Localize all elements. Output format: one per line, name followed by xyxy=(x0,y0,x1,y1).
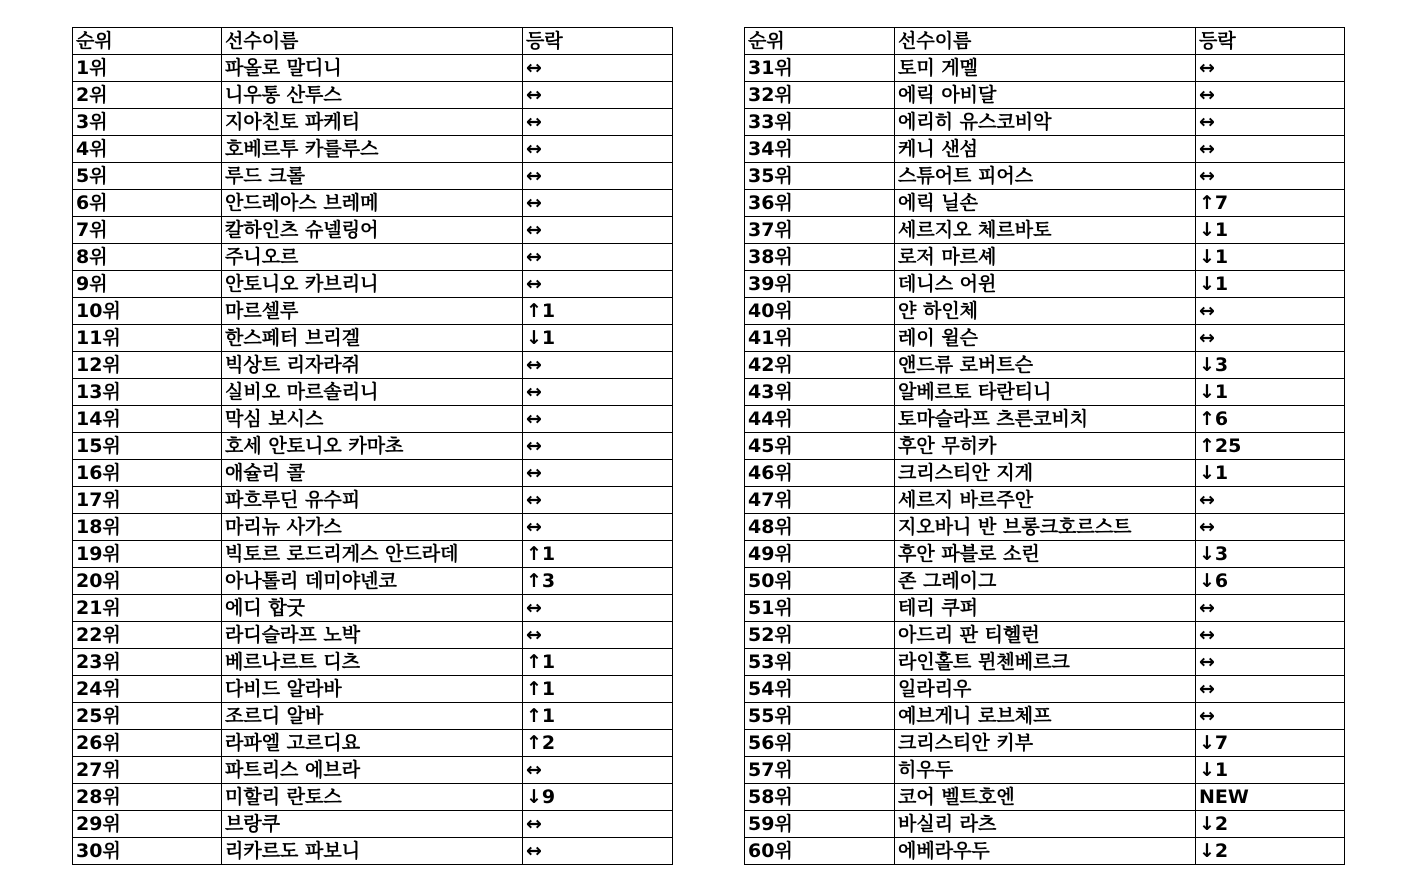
table-row xyxy=(73,514,673,541)
player-name-cell: 브랑쿠 xyxy=(222,811,523,838)
player-name-cell: 안토니오 카브리니 xyxy=(222,271,523,298)
player-name-cell: 에디 합굿 xyxy=(222,595,523,622)
table-row xyxy=(73,190,673,217)
table-row xyxy=(745,703,1345,730)
rank-cell: 27위 xyxy=(73,757,222,784)
player-name-cell: 빅상트 리자라쥐 xyxy=(222,352,523,379)
player-name-cell: 칼하인츠 슈넬링어 xyxy=(222,217,523,244)
rank-cell: 7위 xyxy=(73,217,222,244)
change-cell: ↔ xyxy=(523,55,673,82)
player-name-cell: 빅토르 로드리게스 안드라데 xyxy=(222,541,523,568)
player-name-cell: 라파엘 고르디요 xyxy=(222,730,523,757)
table-row xyxy=(745,622,1345,649)
player-name-cell: 토미 게멜 xyxy=(895,55,1196,82)
change-cell: ↓6 xyxy=(1196,568,1345,595)
ranking-table-right xyxy=(744,27,1345,865)
table-row xyxy=(73,838,673,865)
rank-cell: 18위 xyxy=(73,514,222,541)
table-row xyxy=(745,460,1345,487)
player-name-cell: 애슐리 콜 xyxy=(222,460,523,487)
player-name-cell: 주니오르 xyxy=(222,244,523,271)
change-cell: ↔ xyxy=(523,514,673,541)
change-cell: ↓1 xyxy=(1196,757,1345,784)
table-row xyxy=(73,163,673,190)
change-cell: ↓1 xyxy=(523,325,673,352)
table-row xyxy=(745,325,1345,352)
change-cell: ↓3 xyxy=(1196,352,1345,379)
change-cell: ↑6 xyxy=(1196,406,1345,433)
change-cell: ↔ xyxy=(1196,595,1345,622)
rank-cell: 6위 xyxy=(73,190,222,217)
table-row xyxy=(745,244,1345,271)
table-row xyxy=(73,109,673,136)
table-row xyxy=(745,838,1345,865)
rank-cell: 13위 xyxy=(73,379,222,406)
change-cell: ↑3 xyxy=(523,568,673,595)
table-row xyxy=(73,244,673,271)
table-row xyxy=(73,136,673,163)
rank-cell: 3위 xyxy=(73,109,222,136)
rank-cell: 50위 xyxy=(745,568,895,595)
table-row xyxy=(745,595,1345,622)
change-cell: ↑2 xyxy=(523,730,673,757)
rank-cell: 30위 xyxy=(73,838,222,865)
player-name-cell: 한스페터 브리겔 xyxy=(222,325,523,352)
table-row xyxy=(745,433,1345,460)
table-row xyxy=(745,676,1345,703)
player-name-cell: 에릭 아비달 xyxy=(895,82,1196,109)
table-row xyxy=(73,703,673,730)
table-row xyxy=(73,730,673,757)
change-cell: ↔ xyxy=(523,82,673,109)
table-row xyxy=(745,163,1345,190)
change-cell: ↑1 xyxy=(523,676,673,703)
player-name-cell: 후안 파블로 소린 xyxy=(895,541,1196,568)
player-name-cell: 세르지오 체르바토 xyxy=(895,217,1196,244)
rank-cell: 8위 xyxy=(73,244,222,271)
player-name-cell: 지아친토 파케티 xyxy=(222,109,523,136)
change-cell: ↔ xyxy=(1196,703,1345,730)
change-cell: ↔ xyxy=(1196,136,1345,163)
table-row xyxy=(73,352,673,379)
rank-cell: 25위 xyxy=(73,703,222,730)
rank-cell: 58위 xyxy=(745,784,895,811)
table-row xyxy=(745,406,1345,433)
rank-cell: 26위 xyxy=(73,730,222,757)
change-cell: ↓7 xyxy=(1196,730,1345,757)
rank-cell: 52위 xyxy=(745,622,895,649)
rank-cell: 24위 xyxy=(73,676,222,703)
rank-cell: 54위 xyxy=(745,676,895,703)
change-cell: ↔ xyxy=(1196,649,1345,676)
table-row xyxy=(745,730,1345,757)
player-name-cell: 파흐루딘 유수피 xyxy=(222,487,523,514)
rank-cell: 5위 xyxy=(73,163,222,190)
rank-cell: 31위 xyxy=(745,55,895,82)
header-change: 등락 xyxy=(1196,28,1345,55)
rank-cell: 48위 xyxy=(745,514,895,541)
change-cell: ↓9 xyxy=(523,784,673,811)
player-name-cell: 크리스티안 키부 xyxy=(895,730,1196,757)
player-name-cell: 안드레아스 브레메 xyxy=(222,190,523,217)
change-cell: ↑25 xyxy=(1196,433,1345,460)
table-row xyxy=(745,649,1345,676)
rank-cell: 44위 xyxy=(745,406,895,433)
header-name: 선수이름 xyxy=(222,28,523,55)
rank-cell: 39위 xyxy=(745,271,895,298)
change-cell: ↔ xyxy=(523,811,673,838)
player-name-cell: 알베르토 타란티니 xyxy=(895,379,1196,406)
change-cell: ↓1 xyxy=(1196,271,1345,298)
table-row xyxy=(73,55,673,82)
rank-cell: 42위 xyxy=(745,352,895,379)
change-cell: ↔ xyxy=(1196,109,1345,136)
table-row xyxy=(73,217,673,244)
rank-cell: 38위 xyxy=(745,244,895,271)
player-name-cell: 니우통 산투스 xyxy=(222,82,523,109)
player-name-cell: 아드리 판 티헬런 xyxy=(895,622,1196,649)
table-row xyxy=(73,676,673,703)
rank-cell: 2위 xyxy=(73,82,222,109)
header-name: 선수이름 xyxy=(895,28,1196,55)
change-cell: ↔ xyxy=(1196,163,1345,190)
player-name-cell: 호세 안토니오 카마초 xyxy=(222,433,523,460)
change-cell: ↔ xyxy=(1196,622,1345,649)
player-name-cell: 파트리스 에브라 xyxy=(222,757,523,784)
table-row xyxy=(745,82,1345,109)
rank-cell: 29위 xyxy=(73,811,222,838)
rank-cell: 53위 xyxy=(745,649,895,676)
player-name-cell: 에릭 닐손 xyxy=(895,190,1196,217)
change-cell: ↔ xyxy=(523,163,673,190)
player-name-cell: 로저 마르셰 xyxy=(895,244,1196,271)
rank-cell: 1위 xyxy=(73,55,222,82)
change-cell: ↔ xyxy=(523,109,673,136)
table-row xyxy=(745,55,1345,82)
player-name-cell: 앤드류 로버트슨 xyxy=(895,352,1196,379)
rank-cell: 51위 xyxy=(745,595,895,622)
rank-cell: 37위 xyxy=(745,217,895,244)
player-name-cell: 조르디 알바 xyxy=(222,703,523,730)
header-row xyxy=(745,28,1345,55)
rank-cell: 12위 xyxy=(73,352,222,379)
player-name-cell: 라디슬라프 노박 xyxy=(222,622,523,649)
table-row xyxy=(745,271,1345,298)
player-name-cell: 파올로 말디니 xyxy=(222,55,523,82)
player-name-cell: 베르나르트 디츠 xyxy=(222,649,523,676)
player-name-cell: 막심 보시스 xyxy=(222,406,523,433)
table-row xyxy=(73,487,673,514)
table-row xyxy=(73,298,673,325)
player-name-cell: 테리 쿠퍼 xyxy=(895,595,1196,622)
player-name-cell: 후안 무히카 xyxy=(895,433,1196,460)
rank-cell: 20위 xyxy=(73,568,222,595)
player-name-cell: 호베르투 카를루스 xyxy=(222,136,523,163)
player-name-cell: 케니 샌섬 xyxy=(895,136,1196,163)
change-cell: ↓1 xyxy=(1196,460,1345,487)
change-cell: ↔ xyxy=(523,757,673,784)
table-row xyxy=(745,379,1345,406)
player-name-cell: 레이 윌슨 xyxy=(895,325,1196,352)
rank-cell: 21위 xyxy=(73,595,222,622)
change-cell: ↔ xyxy=(523,406,673,433)
player-name-cell: 일라리우 xyxy=(895,676,1196,703)
rank-cell: 16위 xyxy=(73,460,222,487)
change-cell: ↑1 xyxy=(523,541,673,568)
change-cell: ↔ xyxy=(523,838,673,865)
table-row xyxy=(745,109,1345,136)
player-name-cell: 존 그레이그 xyxy=(895,568,1196,595)
table-row xyxy=(745,757,1345,784)
rank-cell: 40위 xyxy=(745,298,895,325)
table-row xyxy=(73,649,673,676)
rank-cell: 19위 xyxy=(73,541,222,568)
change-cell: ↔ xyxy=(1196,298,1345,325)
table-row xyxy=(745,298,1345,325)
rank-cell: 60위 xyxy=(745,838,895,865)
player-name-cell: 지오바니 반 브롱크호르스트 xyxy=(895,514,1196,541)
player-name-cell: 루드 크롤 xyxy=(222,163,523,190)
change-cell: ↑1 xyxy=(523,298,673,325)
rank-cell: 28위 xyxy=(73,784,222,811)
change-cell: ↓3 xyxy=(1196,541,1345,568)
header-rank: 순위 xyxy=(745,28,895,55)
change-cell: ↓2 xyxy=(1196,811,1345,838)
table-row xyxy=(73,784,673,811)
rank-cell: 43위 xyxy=(745,379,895,406)
change-cell: ↓2 xyxy=(1196,838,1345,865)
table-row xyxy=(745,487,1345,514)
rank-cell: 41위 xyxy=(745,325,895,352)
change-cell: ↓1 xyxy=(1196,244,1345,271)
player-name-cell: 에리히 유스코비악 xyxy=(895,109,1196,136)
change-cell: ↑1 xyxy=(523,649,673,676)
rank-cell: 14위 xyxy=(73,406,222,433)
rank-cell: 34위 xyxy=(745,136,895,163)
change-cell: ↔ xyxy=(523,433,673,460)
table-row xyxy=(73,271,673,298)
change-cell: ↔ xyxy=(523,595,673,622)
rank-cell: 10위 xyxy=(73,298,222,325)
rank-cell: 22위 xyxy=(73,622,222,649)
change-cell: ↔ xyxy=(523,460,673,487)
header-rank: 순위 xyxy=(73,28,222,55)
rank-cell: 35위 xyxy=(745,163,895,190)
ranking-table-left xyxy=(72,27,673,865)
rank-cell: 55위 xyxy=(745,703,895,730)
rank-cell: 45위 xyxy=(745,433,895,460)
table-row xyxy=(73,541,673,568)
table-row xyxy=(745,352,1345,379)
player-name-cell: 예브게니 로브체프 xyxy=(895,703,1196,730)
player-name-cell: 라인홀트 뮌첸베르크 xyxy=(895,649,1196,676)
player-name-cell: 히우두 xyxy=(895,757,1196,784)
player-name-cell: 마르셀루 xyxy=(222,298,523,325)
table-row xyxy=(745,136,1345,163)
player-name-cell: 실비오 마르솔리니 xyxy=(222,379,523,406)
table-row xyxy=(73,82,673,109)
table-row xyxy=(745,811,1345,838)
player-name-cell: 아나톨리 데미야넨코 xyxy=(222,568,523,595)
player-name-cell: 바실리 라츠 xyxy=(895,811,1196,838)
table-row xyxy=(73,622,673,649)
rank-cell: 11위 xyxy=(73,325,222,352)
change-cell: ↑7 xyxy=(1196,190,1345,217)
player-name-cell: 마리뉴 사가스 xyxy=(222,514,523,541)
change-cell: ↔ xyxy=(523,487,673,514)
rank-cell: 9위 xyxy=(73,271,222,298)
change-cell: ↓1 xyxy=(1196,379,1345,406)
table-row xyxy=(73,460,673,487)
rank-cell: 56위 xyxy=(745,730,895,757)
change-cell: ↔ xyxy=(1196,487,1345,514)
change-cell: ↑1 xyxy=(523,703,673,730)
player-name-cell: 세르지 바르주안 xyxy=(895,487,1196,514)
rank-cell: 57위 xyxy=(745,757,895,784)
table-row xyxy=(73,379,673,406)
change-cell: ↔ xyxy=(523,379,673,406)
player-name-cell: 데니스 어윈 xyxy=(895,271,1196,298)
change-cell: ↔ xyxy=(523,244,673,271)
rank-cell: 32위 xyxy=(745,82,895,109)
table-row xyxy=(73,406,673,433)
change-cell: ↔ xyxy=(523,622,673,649)
rank-cell: 59위 xyxy=(745,811,895,838)
change-cell: ↔ xyxy=(523,136,673,163)
table-row xyxy=(745,190,1345,217)
table-row xyxy=(745,541,1345,568)
change-cell: ↔ xyxy=(523,352,673,379)
change-cell: NEW xyxy=(1196,784,1345,811)
change-cell: ↔ xyxy=(1196,82,1345,109)
rank-cell: 23위 xyxy=(73,649,222,676)
player-name-cell: 토마슬라프 츠른코비치 xyxy=(895,406,1196,433)
player-name-cell: 스튜어트 피어스 xyxy=(895,163,1196,190)
rank-cell: 49위 xyxy=(745,541,895,568)
player-name-cell: 에베라우두 xyxy=(895,838,1196,865)
table-row xyxy=(745,784,1345,811)
rank-cell: 33위 xyxy=(745,109,895,136)
rank-cell: 17위 xyxy=(73,487,222,514)
player-name-cell: 코어 벨트호엔 xyxy=(895,784,1196,811)
change-cell: ↔ xyxy=(1196,55,1345,82)
header-change: 등락 xyxy=(523,28,673,55)
change-cell: ↔ xyxy=(523,271,673,298)
table-row xyxy=(745,217,1345,244)
rank-cell: 36위 xyxy=(745,190,895,217)
change-cell: ↔ xyxy=(1196,514,1345,541)
table-row xyxy=(73,433,673,460)
change-cell: ↓1 xyxy=(1196,217,1345,244)
change-cell: ↔ xyxy=(523,217,673,244)
change-cell: ↔ xyxy=(1196,676,1345,703)
table-row xyxy=(73,568,673,595)
table-row xyxy=(73,325,673,352)
change-cell: ↔ xyxy=(1196,325,1345,352)
table-row xyxy=(73,595,673,622)
rank-cell: 47위 xyxy=(745,487,895,514)
change-cell: ↔ xyxy=(523,190,673,217)
player-name-cell: 다비드 알라바 xyxy=(222,676,523,703)
rank-cell: 46위 xyxy=(745,460,895,487)
rank-cell: 4위 xyxy=(73,136,222,163)
player-name-cell: 얀 하인체 xyxy=(895,298,1196,325)
header-row xyxy=(73,28,673,55)
player-name-cell: 크리스티안 지게 xyxy=(895,460,1196,487)
table-row xyxy=(745,514,1345,541)
table-row xyxy=(745,568,1345,595)
table-row xyxy=(73,811,673,838)
table-row xyxy=(73,757,673,784)
player-name-cell: 리카르도 파보니 xyxy=(222,838,523,865)
rank-cell: 15위 xyxy=(73,433,222,460)
player-name-cell: 미할리 란토스 xyxy=(222,784,523,811)
